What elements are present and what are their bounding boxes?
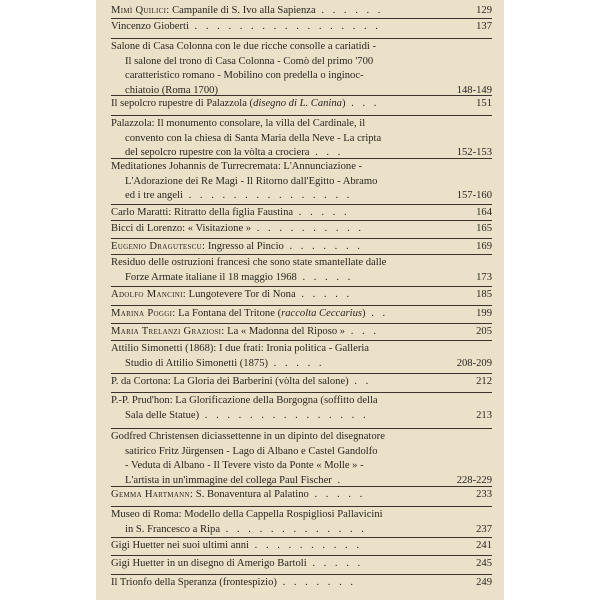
entry-caption <box>111 4 492 19</box>
entry-text: Attilio Simonetti (1868): I due frati: Ironia politica - Galleria <box>111 343 370 354</box>
entry-divider <box>111 373 492 374</box>
caption-line <box>111 117 446 132</box>
page-number: 213 <box>476 409 492 421</box>
entry-text: Meditationes Johannis de Turrecremata: L'Annunciazione - <box>111 161 363 172</box>
index-entry <box>111 4 492 19</box>
entry-divider <box>111 254 492 255</box>
caption-line <box>111 576 446 591</box>
dot-leader: . . . . . <box>293 207 350 218</box>
dot-leader: . . . . . . . . . . . . . . . <box>182 190 353 202</box>
dot-leader: . . . <box>309 147 344 159</box>
index-entry <box>111 40 492 98</box>
page-number: 164 <box>476 207 492 218</box>
entry-divider <box>111 238 492 239</box>
entry-italic-text: raccolta Ceccarius <box>281 308 363 319</box>
entry-text: convento con la chiesa di Santa Maria della Neve - La cripta <box>125 132 382 144</box>
page-number: 249 <box>476 577 492 588</box>
entry-caption <box>111 97 492 112</box>
page-number: 148-149 <box>456 84 492 96</box>
caption-line <box>111 256 446 271</box>
entry-caption <box>111 40 492 98</box>
caption-line <box>111 55 446 70</box>
entry-divider <box>111 340 492 341</box>
entry-caption <box>111 222 492 237</box>
entry-divider <box>111 428 492 429</box>
entry-italic-text: disegno di L. Canina <box>253 98 342 109</box>
entry-caption <box>111 375 492 390</box>
caption-line <box>111 97 446 112</box>
dot-leader: . . . . . <box>295 289 353 300</box>
entry-text-end: ) <box>341 98 346 109</box>
entry-text: P.-P. Prud'hon: La Glorificazione della Borgogna (soffitto della <box>111 395 378 406</box>
entry-divider <box>111 115 492 116</box>
index-entry <box>111 488 492 503</box>
index-entry <box>111 160 492 204</box>
entry-text: Sala delle Statue) <box>125 409 200 421</box>
caption-line <box>111 394 446 409</box>
caption-line <box>111 132 446 147</box>
entry-divider <box>111 204 492 205</box>
page-number: 185 <box>476 289 492 300</box>
index-entry <box>111 256 492 285</box>
page-number: 152-153 <box>456 147 492 159</box>
entry-text: chiatoio (Roma 1700) <box>125 84 218 96</box>
entry-author: Marina Poggi: <box>111 308 176 319</box>
caption-line <box>111 557 446 572</box>
caption-line <box>111 375 446 390</box>
caption-line <box>111 357 446 372</box>
entry-caption <box>111 117 492 161</box>
dot-leader: . . . <box>345 98 380 109</box>
entry-divider <box>111 95 492 96</box>
entry-divider <box>111 286 492 287</box>
index-entry <box>111 539 492 554</box>
caption-line <box>111 175 446 190</box>
entry-text: Il Trionfo della Speranza (frontespizio) <box>111 577 277 588</box>
entry-text: S. Bonaventura al Palatino <box>193 489 309 500</box>
entry-text: Bicci di Lorenzo: « Visitazione » <box>111 223 252 234</box>
entry-text: del sepolcro rupestre con la vòlta a crociera <box>125 147 310 159</box>
page-number: 228-229 <box>456 474 492 486</box>
entry-divider <box>111 392 492 393</box>
entry-author: Gemma Hartmann: <box>111 489 194 500</box>
entry-author: Maria Trelanzi Graziosi: <box>111 326 225 337</box>
entry-text: Gigi Huetter in un disegno di Amerigo Bartoli <box>111 558 307 569</box>
entry-caption <box>111 307 492 322</box>
page-number: 245 <box>476 558 492 569</box>
caption-line <box>111 342 446 357</box>
entry-caption <box>111 488 492 503</box>
entry-text-end: ) <box>362 308 366 319</box>
entry-divider <box>111 486 492 487</box>
caption-line <box>111 189 446 204</box>
index-entry <box>111 430 492 488</box>
entry-text: L'Adorazione dei Re Magi - Il Ritorno dall'Egitto - Abramo <box>125 175 378 187</box>
page-number: 151 <box>476 98 492 109</box>
page-number: 208-209 <box>456 357 492 369</box>
entry-text: Residuo delle ostruzioni francesi che sono state smantellate dalle <box>111 257 387 268</box>
page-number: 173 <box>476 271 492 283</box>
dot-leader: . . <box>365 308 389 319</box>
caption-line <box>111 508 446 523</box>
index-entry <box>111 576 492 591</box>
dot-leader: . . . . . . . . . . <box>251 223 365 234</box>
entry-caption <box>111 508 492 537</box>
caption-line <box>111 459 446 474</box>
entry-text: Carlo Maratti: Ritratto della figlia Faustina <box>111 207 294 218</box>
entry-text: Godfred Christensen diciassettenne in un dipinto del disegnatore <box>111 431 385 442</box>
index-entry <box>111 375 492 390</box>
entry-text: La « Madonna del Riposo » <box>224 326 346 337</box>
caption-line <box>111 271 446 286</box>
entry-author: Eugenio Dragutescu: <box>111 241 206 252</box>
dot-leader: . . . . . <box>308 489 366 500</box>
entry-divider <box>111 555 492 556</box>
dot-leader: . . . . . . . <box>276 577 357 588</box>
entry-caption <box>111 20 492 35</box>
page-number: 165 <box>476 223 492 234</box>
entry-divider <box>111 537 492 538</box>
dot-leader: . . . . . <box>296 271 354 283</box>
index-entry <box>111 307 492 322</box>
entry-caption <box>111 430 492 488</box>
entry-text: Lungotevere Tor di Nona <box>186 289 296 300</box>
entry-divider <box>111 18 492 19</box>
caption-line <box>111 409 446 424</box>
entry-divider <box>111 574 492 575</box>
dot-leader: . . . . . . . . . . . . . <box>220 523 367 535</box>
entry-text: La Fontana del Tritone ( <box>175 308 282 319</box>
index-entry <box>111 342 492 371</box>
caption-line <box>111 222 446 237</box>
entry-text: in S. Francesco a Ripa <box>125 523 221 535</box>
index-entry <box>111 240 492 255</box>
entry-divider <box>111 158 492 159</box>
entry-text: Il sepolcro rupestre di Palazzola ( <box>111 98 254 109</box>
entry-caption <box>111 256 492 285</box>
entry-caption <box>111 325 492 340</box>
page-number: 212 <box>476 376 492 387</box>
caption-line <box>111 4 446 19</box>
caption-line <box>111 20 446 35</box>
entry-text: Studio di Attilio Simonetti (1875) <box>125 357 269 369</box>
dot-leader: . . <box>348 376 372 387</box>
entry-text: Il salone del trono di Casa Colonna - Comò del primo '700 <box>125 55 374 67</box>
index-entry <box>111 97 492 112</box>
caption-line <box>111 40 446 55</box>
entry-text: Museo di Roma: Modello della Cappella Rospigliosi Pallavicini <box>111 509 383 520</box>
caption-line <box>111 325 446 340</box>
entry-author: Adolfo Mancini: <box>111 289 186 300</box>
entry-text: Campanile di S. Ivo alla Sapienza <box>169 5 316 16</box>
entry-caption <box>111 539 492 554</box>
entry-divider <box>111 220 492 221</box>
caption-line <box>111 523 446 538</box>
entry-text: caratteristico romano - Mobilino con predella o inginoc- <box>125 70 364 82</box>
entry-text: Salone di Casa Colonna con le due ricche consolle a cariatidi - <box>111 41 377 52</box>
dot-leader: . . . . . <box>268 357 325 369</box>
entry-text: ed i tre angeli <box>125 190 183 202</box>
entry-text: L'artista in un'immagine del collega Paul Fischer <box>125 474 332 486</box>
caption-line <box>111 539 446 554</box>
dot-leader: . . . <box>345 326 379 337</box>
page-number: 241 <box>476 540 492 551</box>
index-entry <box>111 206 492 221</box>
entry-divider <box>111 38 492 39</box>
dot-leader: . . . . . . . <box>283 241 363 252</box>
entry-author: Mimì Quilici: <box>111 5 170 16</box>
entry-text: Gigi Huetter nei suoi ultimi anni <box>111 540 249 551</box>
page-number: 137 <box>476 21 492 32</box>
caption-line <box>111 288 446 303</box>
dot-leader: . . . . . . <box>315 5 384 16</box>
entry-caption <box>111 288 492 303</box>
page-number: 205 <box>476 326 492 337</box>
entry-text: Ingresso al Pincio <box>205 241 284 252</box>
entry-divider <box>111 323 492 324</box>
dot-leader: . . . . . . . . . . . . . . . <box>199 409 369 421</box>
entry-text: Forze Armate italiane il 18 maggio 1968 <box>125 271 297 283</box>
page-number: 129 <box>476 5 492 16</box>
page-number: 157-160 <box>456 190 492 202</box>
entry-caption <box>111 206 492 221</box>
caption-line <box>111 307 446 322</box>
entry-text: Vincenzo Gioberti <box>111 21 189 32</box>
entry-caption <box>111 557 492 572</box>
index-entry <box>111 222 492 237</box>
entry-caption <box>111 160 492 204</box>
index-entry <box>111 394 492 423</box>
page-number: 237 <box>476 523 492 535</box>
index-page <box>96 0 504 600</box>
page-number: 233 <box>476 489 492 500</box>
page-number: 169 <box>476 241 492 252</box>
caption-line <box>111 488 446 503</box>
caption-line <box>111 206 446 221</box>
entry-caption <box>111 576 492 591</box>
caption-line <box>111 69 446 84</box>
index-entry <box>111 20 492 35</box>
entry-caption <box>111 394 492 423</box>
page-number: 199 <box>476 308 492 319</box>
caption-line <box>111 160 446 175</box>
entry-text: - Veduta di Albano - Il Tevere visto da Ponte « Molle » - <box>125 460 364 472</box>
entry-text: P. da Cortona: La Gloria dei Barberini (vòlta del salone) <box>111 376 349 387</box>
dot-leader: . <box>331 474 344 486</box>
index-entry <box>111 325 492 340</box>
entry-caption <box>111 240 492 255</box>
index-entry <box>111 288 492 303</box>
index-entry <box>111 557 492 572</box>
entry-text: satirico Fritz Jürgensen - Lago di Albano e Castel Gandolfo <box>125 445 378 457</box>
entry-text: Palazzola: Il monumento consolare, la villa del Cardinale, il <box>111 118 366 129</box>
dot-leader: . . . . . <box>306 558 364 569</box>
caption-line <box>111 240 446 255</box>
entry-caption <box>111 342 492 371</box>
index-entry <box>111 117 492 161</box>
dot-leader: . . . . . . . . . . . . . . . . . <box>188 21 381 32</box>
entry-divider <box>111 305 492 306</box>
index-entry <box>111 508 492 537</box>
caption-line <box>111 430 446 445</box>
entry-divider <box>111 506 492 507</box>
caption-line <box>111 445 446 460</box>
dot-leader: . . . . . . . . . . <box>249 540 362 551</box>
